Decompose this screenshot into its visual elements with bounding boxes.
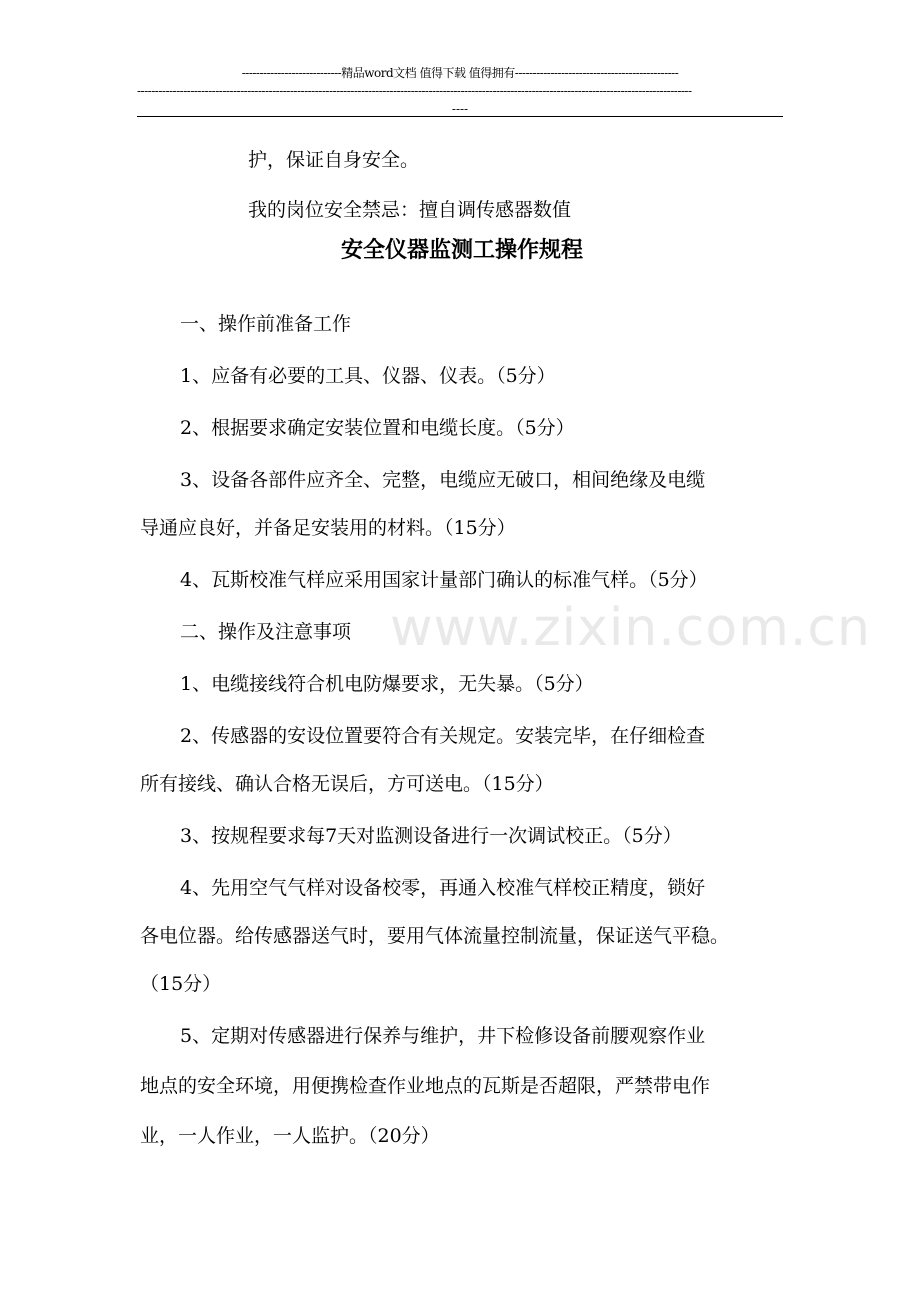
list-item-continuation: 地点的安全环境，用便携检查作业地点的瓦斯是否超限，严禁带电作 [140, 1075, 711, 1097]
list-item-continuation: 导通应良好，并备足安装用的材料。（15分） [140, 517, 516, 539]
document-title: 安全仪器监测工操作规程 [340, 238, 583, 263]
list-item: 4、先用空气气样对设备校零，再通入校准气样校正精度，锁好 [180, 877, 706, 899]
list-item: 5、定期对传感器进行保养与维护，井下检修设备前腰观察作业 [180, 1025, 706, 1047]
section-heading: 一、操作前准备工作 [180, 313, 352, 335]
header-banner: ----------------------------精品word文档 值得下载 值得拥有---------------------------------------------- [241, 66, 679, 80]
list-item: 2、传感器的安设位置要符合有关规定。安装完毕，在仔细检查 [180, 725, 706, 747]
header-dash-tail: ---- [451, 102, 469, 116]
list-item-continuation: 各电位器。给传感器送气时，要用气体流量控制流量，保证送气平稳。 [140, 925, 730, 947]
list-item: 3、设备各部件应齐全、完整，电缆应无破口，相间绝缘及电缆 [180, 469, 706, 491]
header-dash-line: ------------------------------------------------------------------------------------------------------------------------------------------------------------ [137, 84, 692, 98]
list-item: 1、电缆接线符合机电防爆要求，无失暴。（5分） [180, 673, 594, 695]
list-item: 3、按规程要求每7天对监测设备进行一次调试校正。（5分） [180, 825, 682, 847]
intro-line: 护，保证自身安全。 [248, 149, 420, 171]
header-divider [137, 116, 783, 117]
page-header [137, 64, 783, 118]
list-item-continuation: 所有接线、确认合格无误后，方可送电。（15分） [140, 773, 554, 795]
list-item: 2、根据要求确定安装位置和电缆长度。（5分） [180, 417, 575, 439]
list-item-continuation: （15分） [140, 973, 222, 995]
list-item: 1、应备有必要的工具、仪器、仪表。（5分） [180, 365, 556, 387]
list-item: 4、瓦斯校准气样应采用国家计量部门确认的标准气样。（5分） [180, 569, 708, 591]
intro-line: 我的岗位安全禁忌：擅自调传感器数值 [248, 199, 572, 221]
list-item-continuation: 业，一人作业，一人监护。（20分） [140, 1125, 440, 1147]
watermark-text: www.zixin.com.cn [390, 598, 871, 658]
section-heading: 二、操作及注意事项 [180, 621, 352, 643]
